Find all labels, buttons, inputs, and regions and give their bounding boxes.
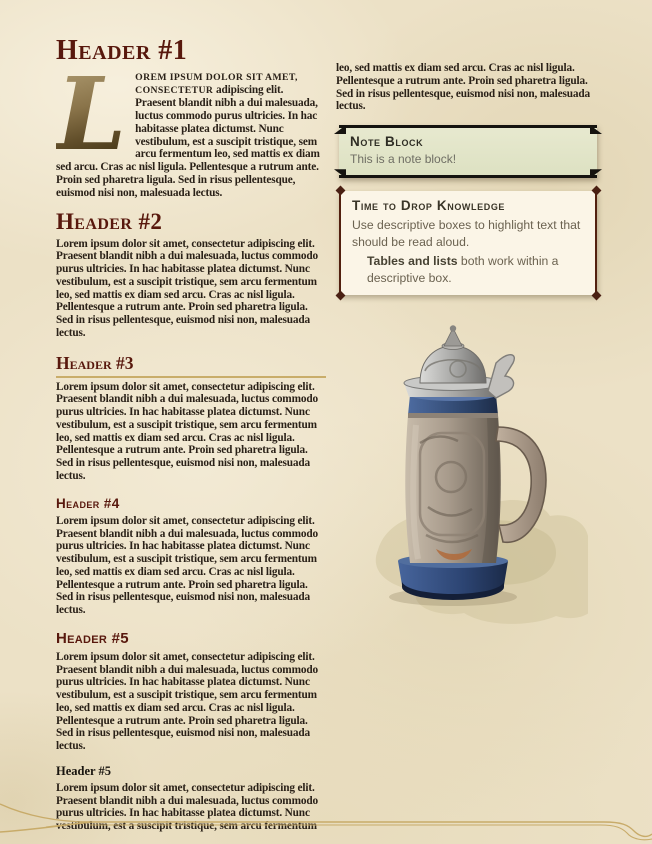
section-header-2: Header #2 — [56, 209, 163, 235]
paragraph-text: Lorem ipsum dolor sit amet, consectetur adipiscing elit. Praesent blandit nibh a dui malesuada, luctus commodo purus ultricies. In hac habitasse platea dictumst. Nunc vestibulum, est a suscipit tristique, sem arcu fermentum leo, sed mattis ex diam sed arcu. Cras ac nisl ligula. Pellentesque a rutrum ante. Proin sed pharetra ligula. Sed in risus pellentesque, euismod nisi non, malesuada lectus. — [56, 514, 318, 617]
ornate-dropcap-letter: L — [56, 55, 127, 174]
note-block-body: This is a note block! — [350, 152, 457, 167]
section-header-4: Header #4 — [56, 495, 120, 511]
section-header-6: Header #5 — [56, 763, 111, 778]
note-corner-icon — [590, 169, 602, 178]
bold-lead-text: Tables and lists — [367, 254, 458, 269]
descriptive-box-text — [352, 253, 584, 286]
section-header-5: Header #5 — [56, 629, 129, 647]
paragraph-text: adipiscing elit. Praesent blandit nibh a dui malesuada, luctus commodo purus ultricies. In hac habitasse platea dictumst. Nunc vestibulum, est a suscipit tristique, sem arcu fermentum leo, sed mattis ex diam sed arcu. Cras ac nisl ligula. Pellentesque a rutrum ante. Proin sed pharetra ligula. Sed in risus pellentesque, euismod nisi non, malesuada lectus. — [56, 84, 320, 199]
corner-pin-icon — [335, 291, 345, 301]
section-header-3: Header #3 — [56, 353, 326, 378]
note-corner-icon — [334, 125, 346, 134]
lead-small-caps-text: OREM IPSUM DOLOR SIT AMET, CONSECTETUR — [135, 72, 298, 97]
continuation-paragraph: leo, sed mattis ex diam sed arcu. Cras ac nisl ligula. Pellentesque a rutrum ante. Proin sed pharetra ligula. Sed in risus pellentesque, euismod nisi non, malesuada lectus. — [336, 62, 590, 113]
paragraph-with-dropcap — [56, 55, 326, 199]
note-corner-icon — [334, 169, 346, 178]
right-column — [336, 62, 600, 630]
note-block-title: Note Block — [350, 134, 424, 149]
descriptive-box-text-rest: both work within a descriptive box. — [367, 254, 559, 285]
beer-stein-svg — [348, 325, 588, 625]
paragraph-text: Lorem ipsum dolor sit amet, consectetur adipiscing elit. Praesent blandit nibh a dui malesuada, luctus commodo purus ultricies. In hac habitasse platea dictumst. Nunc vestibulum, est a suscipit tristique, sem arcu fermentum leo, sed mattis ex diam sed arcu. Cras ac nisl ligula. Pellentesque a rutrum ante. Proin sed pharetra ligula. Sed in risus pellentesque, euismod nisi non, malesuada lectus. — [56, 380, 318, 482]
note-block — [339, 125, 597, 178]
left-column — [56, 36, 326, 833]
descriptive-box-title: Time to Drop Knowledge — [352, 198, 506, 214]
paragraph-text: Lorem ipsum dolor sit amet, consectetur adipiscing elit. Praesent blandit nibh a dui malesuada, luctus commodo purus ultricies. In hac habitasse platea dictumst. Nunc vestibulum, est a suscipit tristique, sem arcu fermentum leo, sed mattis ex diam sed arcu. Cras ac nisl ligula. Pellentesque a rutrum ante. Proin sed pharetra ligula. Sed in risus pellentesque, euismod nisi non, malesuada lectus. — [56, 237, 318, 339]
corner-pin-icon — [335, 186, 345, 196]
corner-pin-icon — [591, 291, 601, 301]
corner-pin-icon — [591, 186, 601, 196]
section-header-1: Header #1 — [56, 35, 188, 66]
beer-stein-illustration — [336, 325, 600, 630]
paragraph-text: Lorem ipsum dolor sit amet, consectetur adipiscing elit. Praesent blandit nibh a dui malesuada, luctus commodo purus ultricies. In hac habitasse platea dictumst. Nunc vestibulum, est a suscipit tristique, sem arcu fermentum leo, sed mattis ex diam sed arcu. Cras ac nisl ligula. Pellentesque a rutrum ante. Proin sed pharetra ligula. Sed in risus pellentesque, euismod nisi non, malesuada lectus. — [56, 650, 318, 753]
footer-flourish — [0, 792, 652, 844]
paragraph-text: Lorem ipsum dolor sit amet, consectetur adipiscing elit. Praesent blandit nibh a dui malesuada, luctus commodo purus ultricies. In hac habitasse platea dictumst. Nunc vestibulum, est a suscipit tristique, sem arcu fermentum — [56, 781, 318, 833]
descriptive-box — [339, 191, 597, 295]
descriptive-box-text: Use descriptive boxes to highlight text that should be read aloud. — [352, 218, 581, 249]
note-corner-icon — [590, 125, 602, 134]
